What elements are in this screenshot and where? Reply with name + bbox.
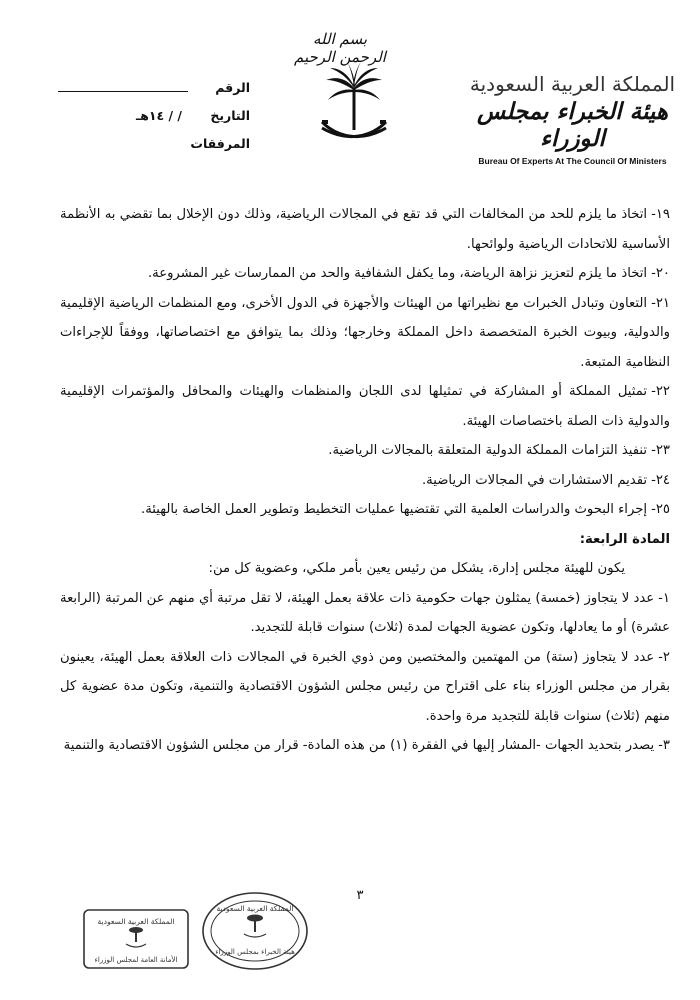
official-stamp-oval bbox=[200, 890, 310, 972]
article-heading: المادة الرابعة: bbox=[579, 531, 670, 547]
item-number: ١- bbox=[658, 590, 670, 606]
stamp-oval-line1: المملكة العربية السعودية bbox=[216, 904, 294, 913]
article-intro: يكون للهيئة مجلس إدارة، يشكل من رئيس يعين بأمر ملكي، وعضوية كل من: bbox=[208, 561, 625, 576]
date-label: التاريخ bbox=[210, 108, 250, 123]
stamp-rect-line1: المملكة العربية السعودية bbox=[97, 917, 175, 926]
stamp-rect-line2: الأمانة العامة لمجلس الوزراء bbox=[94, 956, 178, 964]
date-value: / / ١٤هـ bbox=[135, 108, 182, 123]
item-text: تقديم الاستشارات في المجالات الرياضية. bbox=[421, 472, 648, 488]
attachments-label: المرفقات bbox=[190, 136, 250, 151]
item-text: عدد لا يتجاوز (ستة) من المهتمين والمختصين ومن ذوي الخبرة في المجالات ذات العلاقة بعمل الهيئة، يعينون بقرار من مجلس الوزراء بناء على اقتراح من رئيس مجلس الشؤون الاقتصادية والتنمية، وتكون مدة عضوية كل منهم (ثلاث) سنوات قابلة للتجديد مرة واحدة. bbox=[60, 649, 670, 724]
list-item bbox=[60, 495, 670, 525]
organization-letterhead bbox=[455, 72, 690, 166]
item-text: عدد لا يتجاوز (خمسة) يمثلون جهات حكومية ذات علاقة بعمل الهيئة، لا تقل مرتبة أي منهم عن المرتبة (الرابعة عشرة) أو ما يعادلها، وتكون عضوية الجهات لمدة (ثلاث) سنوات قابلة للتجديد. bbox=[60, 590, 670, 635]
stamp-oval-line2: هيئة الخبراء بمجلس الوزراء bbox=[215, 948, 295, 956]
item-text: يصدر بتحديد الجهات -المشار إليها في الفقرة (١) من هذه المادة- قرار من مجلس الشؤون الاقتصادية والتنمية bbox=[63, 738, 655, 753]
item-number: ٣- bbox=[658, 738, 670, 753]
page-number: ٣ bbox=[356, 888, 364, 903]
item-number: ٢- bbox=[658, 649, 670, 665]
article-item bbox=[60, 584, 670, 643]
official-stamp-rectangular bbox=[82, 908, 190, 970]
date-field bbox=[20, 108, 250, 130]
item-number: ٢٥- bbox=[651, 502, 670, 517]
bureau-name-arabic: هيئة الخبراء بمجلس الوزراء bbox=[477, 98, 668, 152]
item-number: ٢١- bbox=[651, 295, 670, 311]
item-number: ٢٤- bbox=[651, 472, 670, 488]
article-item bbox=[60, 643, 670, 732]
item-text: التعاون وتبادل الخبرات مع نظيراتها من الهيئات والأجهزة في الدول الأخرى، ومع المنظمات الرياضية الإقليمية والدولية، وبيوت الخبرة المتخصصة داخل المملكة وخارجها؛ وذلك بما يتوافق مع اختصاصاتها، ووفقاً للإجراءات النظامية المتبعة. bbox=[60, 295, 670, 370]
attachments-field bbox=[20, 136, 250, 158]
article-item bbox=[60, 731, 670, 761]
bureau-name-english: Bureau Of Experts At The Council Of Ministers bbox=[478, 156, 667, 166]
kingdom-name: المملكة العربية السعودية bbox=[469, 72, 676, 96]
list-item bbox=[60, 289, 670, 378]
saudi-emblem-icon bbox=[318, 58, 390, 148]
item-number: ٢٢- bbox=[651, 384, 670, 399]
number-line bbox=[58, 91, 188, 92]
item-text: اتخاذ ما يلزم لتعزيز نزاهة الرياضة، وما يكفل الشفافية والحد من الممارسات غير المشروعة. bbox=[147, 266, 648, 281]
list-item bbox=[60, 377, 670, 436]
list-item bbox=[60, 259, 670, 289]
stamp-oval-emblem-icon bbox=[244, 915, 266, 938]
item-number: ١٩- bbox=[651, 207, 670, 222]
list-item bbox=[60, 466, 670, 496]
item-number: ٢٣- bbox=[651, 443, 670, 458]
list-item bbox=[60, 436, 670, 466]
item-text: إجراء البحوث والدراسات العلمية التي تقتضيها عمليات التخطيط وتطوير العمل الخاصة بالهيئة. bbox=[141, 502, 648, 517]
item-text: تنفيذ التزامات المملكة الدولية المتعلقة بالمجالات الرياضية. bbox=[328, 443, 648, 458]
item-number: ٢٠- bbox=[651, 266, 670, 281]
number-field bbox=[20, 80, 250, 102]
number-label: الرقم bbox=[215, 80, 250, 95]
stamp-rect-emblem-icon bbox=[126, 927, 146, 947]
document-body bbox=[60, 200, 670, 761]
basmala: بسم الله الرحمن الرحيم bbox=[294, 30, 386, 66]
item-text: تمثيل المملكة أو المشاركة في تمثيلها لدى اللجان والمنظمات والهيئات والمحافل والمؤتمرات الإقليمية والدولية ذات الصلة باختصاصات الهيئة. bbox=[60, 384, 670, 429]
list-item bbox=[60, 200, 670, 259]
item-text: اتخاذ ما يلزم للحد من المخالفات التي قد تقع في المجالات الرياضية، وذلك دون الإخلال بما تقضي به الأنظمة الأساسية للاتحادات الرياضية ولوائحها. bbox=[60, 207, 670, 252]
